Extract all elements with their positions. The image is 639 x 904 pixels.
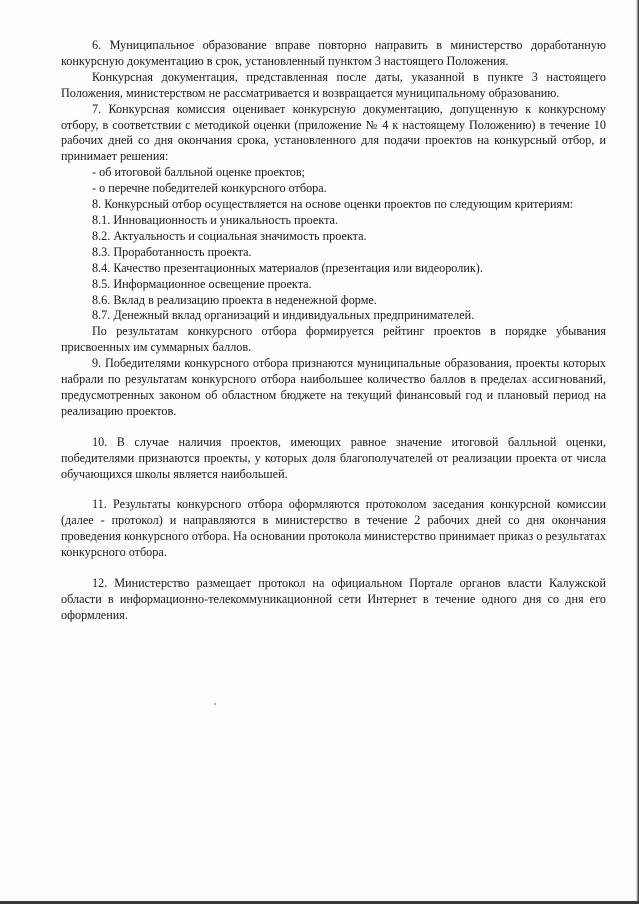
document-body (61, 38, 606, 624)
paragraph-11: 11. Результаты конкурсного отбора оформляются протоколом заседания конкурсной комиссии (далее - протокол) и направляются в министерство в течение 2 рабочих дней со дня окончания проведения конкурсного отбора. На основании протокола министерство принимает приказ о результатах конкурсного отбора. (61, 497, 606, 560)
paragraph-6-note: Конкурсная документация, представленная после даты, указанной в пункте 3 настоящего Положения, министерством не рассматривается и возвращается муниципальному образованию. (61, 69, 606, 100)
criterion-8-7: 8.7. Денежный вклад организаций и индивидуальных предпринимателей. (92, 308, 475, 323)
criterion-8-5: 8.5. Информационное освещение проекта. (92, 276, 312, 291)
criterion-8-4: 8.4. Качество презентационных материалов (презентация или видеоролик). (92, 260, 483, 275)
paragraph-8: 8. Конкурсный отбор осуществляется на основе оценки проектов по следующим критериям: (92, 197, 574, 212)
paragraph-9: 9. Победителями конкурсного отбора признаются муниципальные образования, проекты которых набрали по результатам конкурсного отбора наибольшее количество баллов в пределах ассигнований, предусмотренных законом об областном бюджете на текущий финансовый год и плановый период на реализацию проектов. (61, 356, 606, 418)
paragraph-10: 10. В случае наличия проектов, имеющих равное значение итоговой балльной оценки, победителями признаются проекты, у которых доля благополучателей от реализации проекта от числа обучающихся школы является наибольшей. (61, 434, 606, 481)
paragraph-6: 6. Муниципальное образование вправе повторно направить в министерство доработанную конкурсную документацию в срок, установленный пунктом 3 настоящего Положения. (61, 38, 606, 68)
criterion-8-2: 8.2. Актуальность и социальная значимость проекта. (92, 228, 367, 243)
decision-item-1: - об итоговой балльной оценке проектов; (92, 165, 306, 180)
criterion-8-3: 8.3. Проработанность проекта. (92, 244, 252, 259)
decision-item-2: - о перечне победителей конкурсного отбора. (92, 181, 327, 196)
scan-speck (214, 703, 216, 705)
criterion-8-6: 8.6. Вклад в реализацию проекта в неденежной форме. (92, 292, 377, 307)
criterion-8-1: 8.1. Инновационность и уникальность проекта. (92, 212, 339, 227)
ranking-paragraph: По результатам конкурсного отбора формируется рейтинг проектов в порядке убывания присвоенных им суммарных баллов. (61, 324, 606, 355)
paragraph-7: 7. Конкурсная комиссия оценивает конкурсную документацию, допущенную к конкурсному отбору, в соответствии с методикой оценки (приложение № 4 к настоящему Положению) в течение 10 рабочих дней со дня окончания срока, установленного для подачи проектов на конкурсный отбор, и принимает решения: (61, 101, 606, 164)
paragraph-12: 12. Министерство размещает протокол на официальном Портале органов власти Калужской области в информационно-телекоммуникационной сети Интернет в течение одного дня со дня его оформления. (61, 576, 606, 622)
